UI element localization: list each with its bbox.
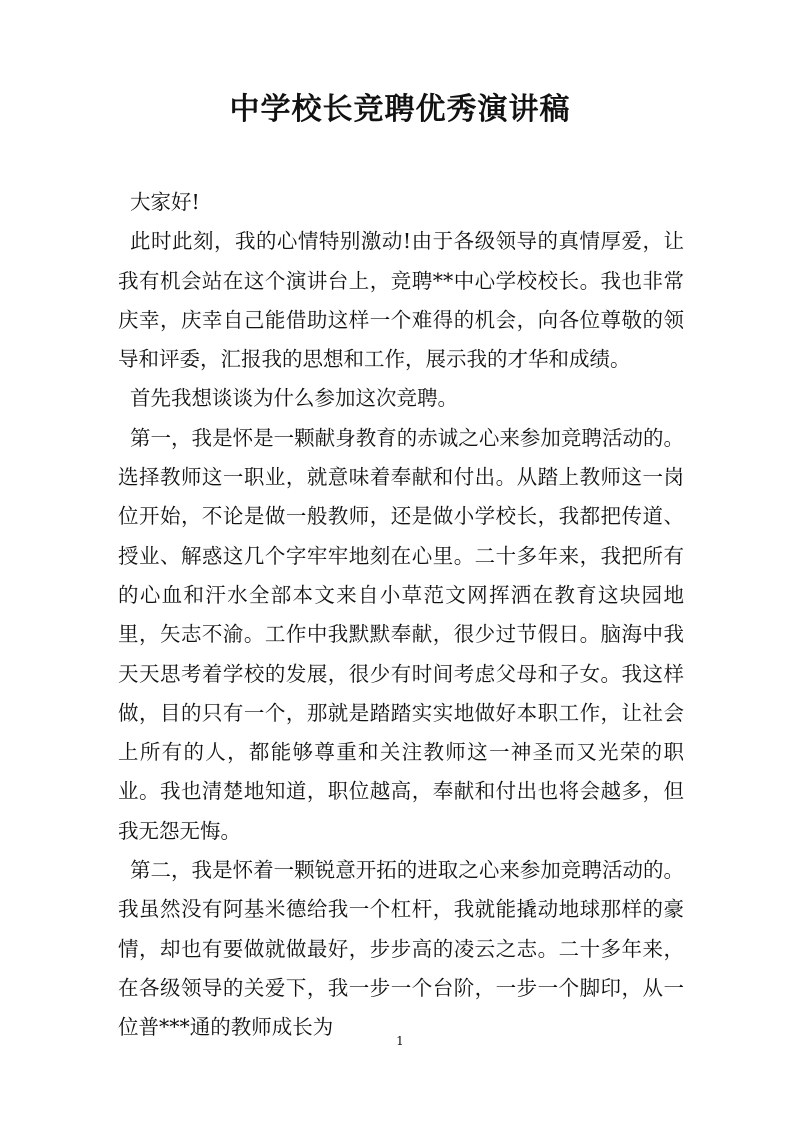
- paragraph-second-reason: 第二，我是怀着一颗锐意开拓的进取之心来参加竞聘活动的。我虽然没有阿基米德给我一个杠杆，我就能撬动地球那样的豪情，却也有要做就做最好，步步高的凌云之志。二十多年来，在各级领导的关爱下，我一步一个台阶，一步一个脚印，从一位普***通的教师成长为: [118, 858, 684, 1040]
- paragraph-opening: 此时此刻，我的心情特别激动!由于各级领导的真情厚爱，让我有机会站在这个演讲台上，竞聘**中心学校校长。我也非常庆幸，庆幸自己能借助这样一个难得的机会，向各位尊敬的领导和评委，汇报我的思想和工作，展示我的才华和成绩。: [118, 229, 684, 372]
- document-body: [118, 183, 684, 1048]
- document-title: 中学校长竞聘优秀演讲稿: [229, 92, 571, 127]
- paragraph-greeting: 大家好!: [130, 190, 200, 214]
- paragraph-first-reason: 第一，我是怀是一颗献身教育的赤诚之心来参加竞聘活动的。选择教师这一职业，就意味着奉献和付出。从踏上教师这一岗位开始，不论是做一般教师，还是做小学校长，我都把传道、授业、解惑这几个字牢牢地刻在心里。二十多年来，我把所有的心血和汗水全部本文来自小草范文网挥洒在教育这块园地里，矢志不渝。工作中我默默奉献，很少过节假日。脑海中我天天思考着学校的发展，很少有时间考虑父母和子女。我这样做，目的只有一个，那就是踏踏实实地做好本职工作，让社会上所有的人，都能够尊重和关注教师这一神圣而又光荣的职业。我也清楚地知道，职位越高，奉献和付出也将会越多，但我无怨无悔。: [118, 425, 684, 843]
- page-number: 1: [396, 1034, 404, 1048]
- paragraph-intro: 首先我想谈谈为什么参加这次竞聘。: [130, 386, 458, 411]
